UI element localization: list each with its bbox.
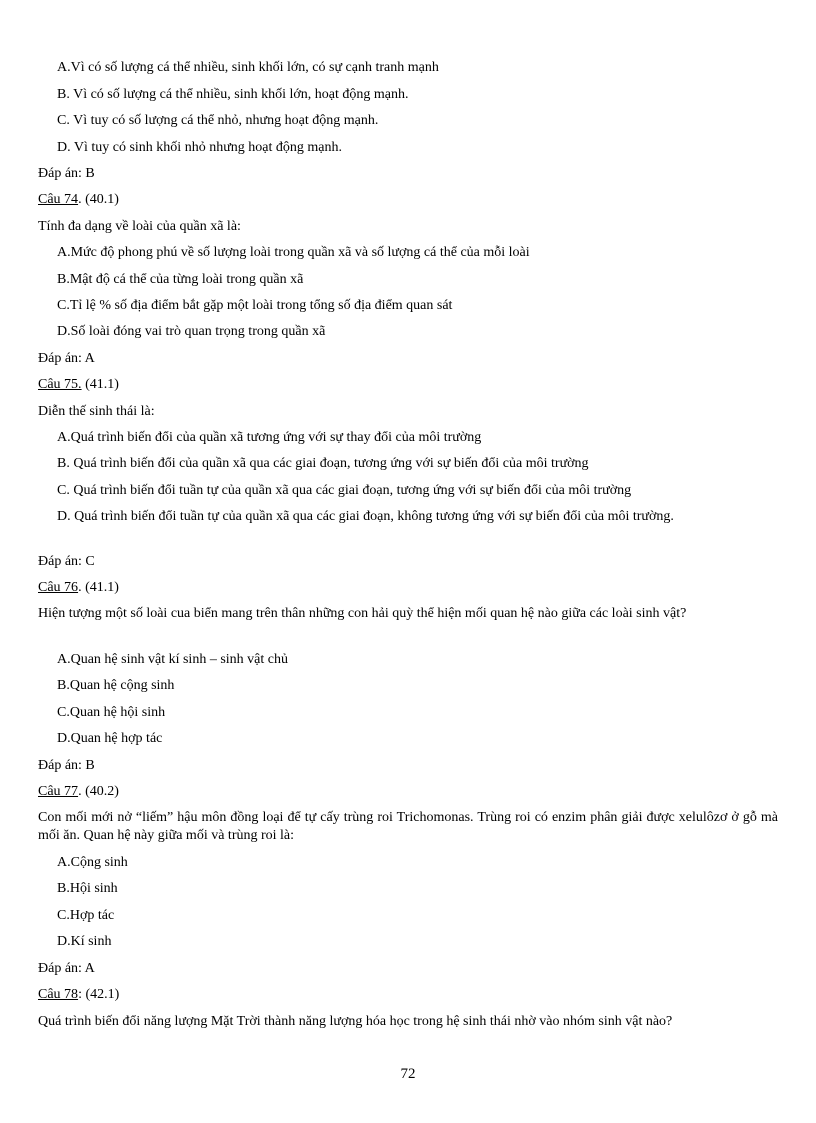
q74-label: Câu 74	[38, 192, 79, 207]
q77-label: Câu 77	[38, 784, 79, 799]
q74-option-c: C.Tỉ lệ % số địa điểm bắt gặp một loài trong tổng số địa điểm quan sát	[57, 298, 453, 313]
q74-heading	[38, 191, 778, 209]
q76-option-a: A.Quan hệ sinh vật kí sinh – sinh vật chủ	[57, 652, 288, 667]
q74-option-a: A.Mức độ phong phú về số lượng loài trong quần xã và số lượng cá thể của mỗi loài	[57, 245, 530, 260]
q74-ref: . (40.1)	[78, 192, 119, 207]
q76-answer: Đáp án: B	[38, 758, 95, 773]
q77-option-d: D.Kí sinh	[57, 934, 112, 949]
q74-answer: Đáp án: A	[38, 351, 95, 366]
q76-ref: . (41.1)	[78, 580, 119, 595]
q76-question: Hiện tượng một số loài cua biển mang trên thân những con hải quỳ thể hiện mối quan hệ nào giữa các loài sinh vật?	[38, 606, 687, 621]
q75-heading	[38, 376, 778, 394]
q75-label: Câu 75.	[38, 377, 82, 392]
q75-ref: (41.1)	[81, 377, 119, 392]
q75-question: Diễn thế sinh thái là:	[38, 404, 155, 419]
q76-label: Câu 76	[38, 580, 79, 595]
page-number: 72	[400, 1066, 416, 1082]
q77-answer: Đáp án: A	[38, 961, 95, 976]
q77-question: Con mối mới nở “liếm” hậu môn đồng loại để tự cấy trùng roi Trichomonas. Trùng roi có enzim phân giải được xelulôzơ ở gỗ mà mối ăn. Quan hệ này giữa mối và trùng roi là:	[38, 810, 778, 843]
q74-option-b: B.Mật độ cá thể của từng loài trong quần xã	[57, 272, 304, 287]
q77-option-b: B.Hội sinh	[57, 881, 118, 896]
q77-option-a: A.Cộng sinh	[57, 855, 128, 870]
q78-label: Câu 78	[38, 987, 79, 1002]
q76-heading	[38, 579, 778, 597]
q74-option-d: D.Số loài đóng vai trò quan trọng trong quần xã	[57, 324, 326, 339]
q76-option-d: D.Quan hệ hợp tác	[57, 731, 163, 746]
q75-option-c: C. Quá trình biến đổi tuần tự của quần xã qua các giai đoạn, tương ứng với sự biến đổi của môi trường	[57, 483, 632, 498]
q73-answer: Đáp án: B	[38, 166, 95, 181]
q75-option-b: B. Quá trình biến đổi của quần xã qua các giai đoạn, tương ứng với sự biến đổi của môi trường	[57, 456, 589, 471]
q74-question: Tính đa dạng về loài của quần xã là:	[38, 219, 241, 234]
q77-ref: . (40.2)	[78, 784, 119, 799]
q73-option-b: B. Vì có số lượng cá thể nhiều, sinh khối lớn, hoạt động mạnh.	[57, 87, 409, 102]
q73-option-a: A.Vì có số lượng cá thể nhiều, sinh khối lớn, có sự cạnh tranh mạnh	[57, 60, 439, 75]
q78-question: Quá trình biến đổi năng lượng Mặt Trời thành năng lượng hóa học trong hệ sinh thái nhờ vào nhóm sinh vật nào?	[38, 1014, 673, 1029]
q75-answer: Đáp án: C	[38, 554, 95, 569]
q78-heading	[38, 986, 778, 1004]
q77-heading	[38, 783, 778, 801]
q78-ref: : (42.1)	[78, 987, 120, 1002]
q76-option-b: B.Quan hệ cộng sinh	[57, 678, 175, 693]
q73-option-d: D. Vì tuy có sinh khối nhỏ nhưng hoạt động mạnh.	[57, 140, 342, 155]
q75-option-a: A.Quá trình biến đổi của quần xã tương ứng với sự thay đổi của môi trường	[57, 430, 482, 445]
q73-option-c: C. Vì tuy có số lượng cá thể nhỏ, nhưng hoạt động mạnh.	[57, 113, 379, 128]
q75-option-d: D. Quá trình biến đổi tuần tự của quần xã qua các giai đoạn, không tương ứng với sự biến đổi của môi trường.	[57, 509, 674, 524]
q76-option-c: C.Quan hệ hội sinh	[57, 705, 166, 720]
q77-option-c: C.Hợp tác	[57, 908, 115, 923]
